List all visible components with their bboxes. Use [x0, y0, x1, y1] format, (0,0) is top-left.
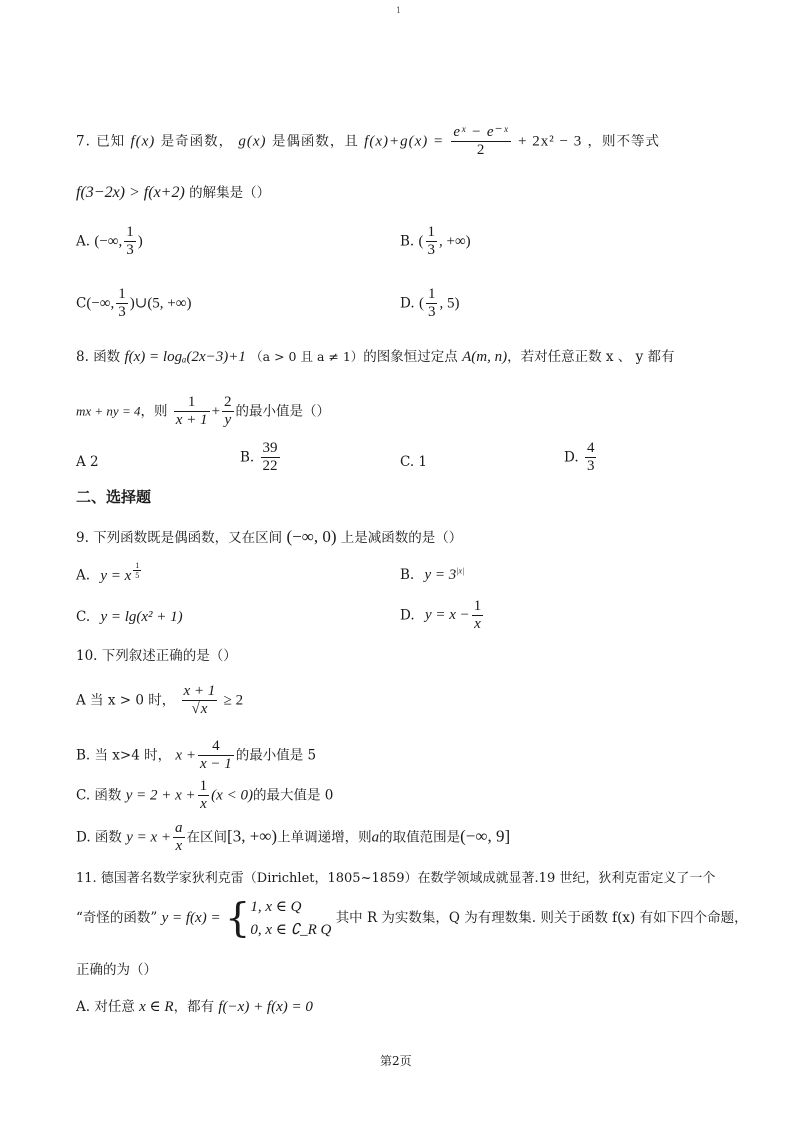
- q7-b-left: (: [418, 233, 424, 250]
- q8-b-label: B.: [240, 449, 255, 466]
- q10-a-text: A 当 x > 0 时，: [76, 692, 176, 709]
- q8-text-3: ，若对任意正数 x 、 y 都有: [507, 349, 675, 365]
- q11-option-a: [76, 998, 313, 1016]
- q8-frac-1: [174, 394, 210, 430]
- q8-d-num: 4: [585, 440, 597, 458]
- q10-c-frac: [198, 778, 210, 814]
- q9-b-label: B.: [400, 567, 415, 583]
- q10-d-text: D. 函数: [76, 829, 122, 846]
- q8-frac-2: [222, 394, 234, 430]
- q7-option-b: [400, 224, 471, 260]
- q8-b-num: 39: [261, 440, 280, 458]
- q7-text-4: ，则不等式: [587, 133, 661, 150]
- q7-a-num: 1: [124, 224, 136, 242]
- q10-a-frac: [182, 683, 218, 719]
- q10-b-expr: x +: [175, 747, 196, 764]
- page-mark: 1: [396, 6, 402, 15]
- q11-a-eq: f(−x) + f(x) = 0: [218, 999, 313, 1015]
- q11-cases: [250, 896, 331, 941]
- q9-option-d: [400, 598, 485, 634]
- q9-b-expr: y = 3: [424, 567, 457, 583]
- q9-d-expr: y = x −: [424, 607, 470, 624]
- q9-a-exp-den: 5: [135, 570, 140, 580]
- q7-d-den: 3: [427, 304, 436, 321]
- q9-option-c: [76, 608, 183, 626]
- q8-d-frac: [585, 440, 597, 476]
- q11-expr: y = f(x) =: [161, 910, 221, 926]
- q8-option-c: C. 1: [400, 454, 428, 470]
- q10-option-a: [76, 683, 243, 719]
- q10-option-c: [76, 778, 333, 814]
- q8-equation: mx + ny = 4: [76, 403, 141, 419]
- q7-line2: [76, 183, 270, 202]
- q7-c-right: )∪(5, +∞): [129, 295, 192, 312]
- q7-frac-den: 2: [476, 142, 486, 159]
- q11-a-text-2: ，都有: [173, 999, 215, 1015]
- section-title: 二、选择题: [76, 488, 152, 506]
- q7-d-label: D.: [400, 295, 415, 312]
- q9-c-expr: y = lg(x² + 1): [100, 609, 183, 625]
- q10-b-text: B. 当 x>4 时，: [76, 747, 172, 764]
- q11-line3: 正确的为（）: [76, 962, 157, 978]
- q8-option-a: A 2: [76, 454, 99, 470]
- q7-a-left: (−∞,: [94, 233, 123, 250]
- q7-line1: [76, 124, 660, 160]
- q7-c-left: (−∞,: [86, 295, 115, 312]
- q9-a-expr: y = x: [100, 567, 132, 584]
- q9-b-exponent: |x|: [456, 566, 465, 576]
- q10-d-frac: [173, 820, 185, 856]
- q7-text-5: 的解集是（）: [189, 185, 271, 201]
- q7-b-right: , +∞): [439, 233, 471, 250]
- q8-line1: [76, 348, 674, 366]
- q10-b-frac: [198, 738, 234, 774]
- q7-d-num: 1: [426, 286, 438, 304]
- q8-text-4: ，则: [140, 403, 168, 420]
- q7-sum: f(x)+g(x) =: [364, 133, 445, 150]
- q8-f2-num: 2: [222, 394, 234, 412]
- q11-a-text: A. 对任意: [76, 999, 135, 1015]
- q11-a-cond: x ∈ R: [139, 999, 174, 1015]
- q8-f1-num: 1: [174, 394, 210, 412]
- q7-option-c: [76, 286, 191, 322]
- q7-c-num: 1: [116, 286, 128, 304]
- q7-tail: + 2x² − 3: [518, 133, 583, 150]
- q10-d-expr: y = x +: [126, 829, 172, 846]
- q8-f2-den: y: [224, 412, 232, 429]
- q8-d-den: 3: [586, 458, 595, 475]
- q7-b-num: 1: [426, 224, 438, 242]
- q8-line2: [76, 394, 330, 430]
- q8-condition: （a > 0 且 a ≠ 1）: [250, 349, 364, 364]
- q7-text-2: 是奇函数，: [160, 133, 234, 150]
- q11-line2: [76, 896, 748, 941]
- q7-b-den: 3: [427, 242, 436, 259]
- q10-c-num: 1: [198, 778, 210, 796]
- q9-text-b: 上是减函数的是（）: [340, 530, 463, 546]
- q7-a-den: 3: [126, 242, 134, 259]
- q10-c-den: x: [200, 796, 207, 813]
- q9-a-label: A.: [76, 567, 91, 584]
- q11-line1: 11. 德国著名数学家狄利克雷（Dirichlet，1805~1859）在数学领域成就显著.19 世纪，狄利克雷定义了一个: [76, 871, 716, 886]
- q10-c-text: C. 函数: [76, 787, 122, 804]
- q8-text-5: 的最小值是（）: [235, 403, 331, 420]
- q9-text-a: 9. 下列函数既是偶函数，又在区间: [76, 530, 283, 546]
- q10-c-expr: y = 2 + x +: [125, 787, 196, 804]
- q10-d-range: (−∞, 9]: [460, 826, 511, 846]
- q8-number: 8.: [76, 349, 89, 365]
- q9-a-exp-num: 1: [135, 560, 140, 570]
- q10-d-var: a: [371, 829, 380, 846]
- q9-d-label: D.: [400, 607, 415, 624]
- q8-point: A(m, n): [462, 349, 508, 365]
- q7-fx: f(x): [130, 133, 156, 150]
- q7-gx: g(x): [238, 133, 267, 150]
- q11-brace: {: [224, 895, 251, 942]
- q9-interval: (−∞, 0): [286, 527, 337, 546]
- q7-option-a: [76, 224, 143, 260]
- q8-plus: +: [211, 403, 221, 420]
- q10-b-den: x − 1: [199, 756, 232, 773]
- q10-option-b: [76, 738, 316, 774]
- q8-d-label: D.: [564, 449, 579, 466]
- q11-text: 其中 R 为实数集，Q 为有理数集. 则关于函数 f(x) 有如下四个命题，: [335, 910, 748, 926]
- q9-c-label: C.: [76, 609, 91, 625]
- q8-text-1: 函数: [93, 349, 121, 365]
- q9-a-exponent: [133, 561, 141, 580]
- q7-c-label: C: [76, 295, 87, 312]
- q9-option-a: [76, 560, 143, 585]
- q10-d-num: a: [173, 820, 185, 838]
- q7-a-frac: [124, 224, 136, 260]
- q7-b-frac: [426, 224, 438, 260]
- q7-d-left: (: [418, 295, 424, 312]
- q8-option-b: [240, 440, 282, 476]
- q7-a-label: A.: [76, 233, 91, 250]
- q10-d-den: x: [175, 838, 183, 855]
- q10-a-den-wrap: √x: [191, 701, 208, 718]
- q7-d-right: , 5): [439, 295, 460, 312]
- q8-text-2: 的图象恒过定点: [363, 349, 458, 365]
- q7-text-1: 已知: [96, 133, 126, 150]
- q8-b-den: 22: [262, 458, 278, 475]
- q9-stem: [76, 527, 462, 547]
- q8-b-frac: [261, 440, 280, 476]
- q11-case-2: 0, x ∈ ∁_R Q: [250, 921, 332, 938]
- q7-frac-num: eˣ − e⁻ˣ: [451, 124, 510, 142]
- q7-option-d: [400, 286, 459, 322]
- q10-b-tail: 的最小值是 5: [235, 747, 317, 764]
- q7-c-den: 3: [118, 304, 126, 321]
- q7-fraction: [451, 124, 510, 160]
- q8-f1-den: x + 1: [175, 412, 208, 429]
- q10-a-tail: ≥ 2: [223, 692, 244, 709]
- q8-function: f(x) = logₐ(2x−3)+1: [124, 349, 246, 365]
- q9-option-b: [400, 566, 464, 584]
- q11-quote: “奇怪的函数”: [76, 910, 158, 926]
- q7-text-3: 是偶函数，且: [271, 133, 359, 150]
- q10-d-text-4: 的取值范围是: [379, 829, 461, 846]
- q7-a-right: ): [137, 233, 143, 250]
- q10-d-text-3: 上单调递增，则: [277, 829, 372, 846]
- q10-b-num: 4: [198, 738, 234, 756]
- q9-d-den: x: [474, 616, 481, 633]
- q7-inequality: f(3−2x) > f(x+2): [76, 184, 185, 201]
- q10-d-interval: [3, +∞): [227, 826, 278, 846]
- q7-b-label: B.: [400, 233, 415, 250]
- q10-c-tail: 的最大值是 0: [252, 787, 334, 804]
- q7-number: 7.: [76, 133, 91, 150]
- q7-d-frac: [426, 286, 438, 322]
- page-number: 第2页: [380, 1054, 412, 1068]
- q11-case-1: 1, x ∈ Q: [250, 899, 302, 915]
- q9-d-num: 1: [472, 598, 484, 616]
- q10-d-text-2: 在区间: [186, 829, 228, 846]
- q10-a-num: x + 1: [182, 683, 218, 701]
- q7-c-frac: [116, 286, 128, 322]
- q10-title: 10. 下列叙述正确的是（）: [76, 648, 237, 664]
- q10-option-d: [76, 820, 510, 856]
- q9-d-frac: [472, 598, 484, 634]
- q10-a-den: x: [200, 701, 208, 718]
- q8-option-d: [564, 440, 598, 476]
- q10-c-cond: (x < 0): [211, 787, 253, 804]
